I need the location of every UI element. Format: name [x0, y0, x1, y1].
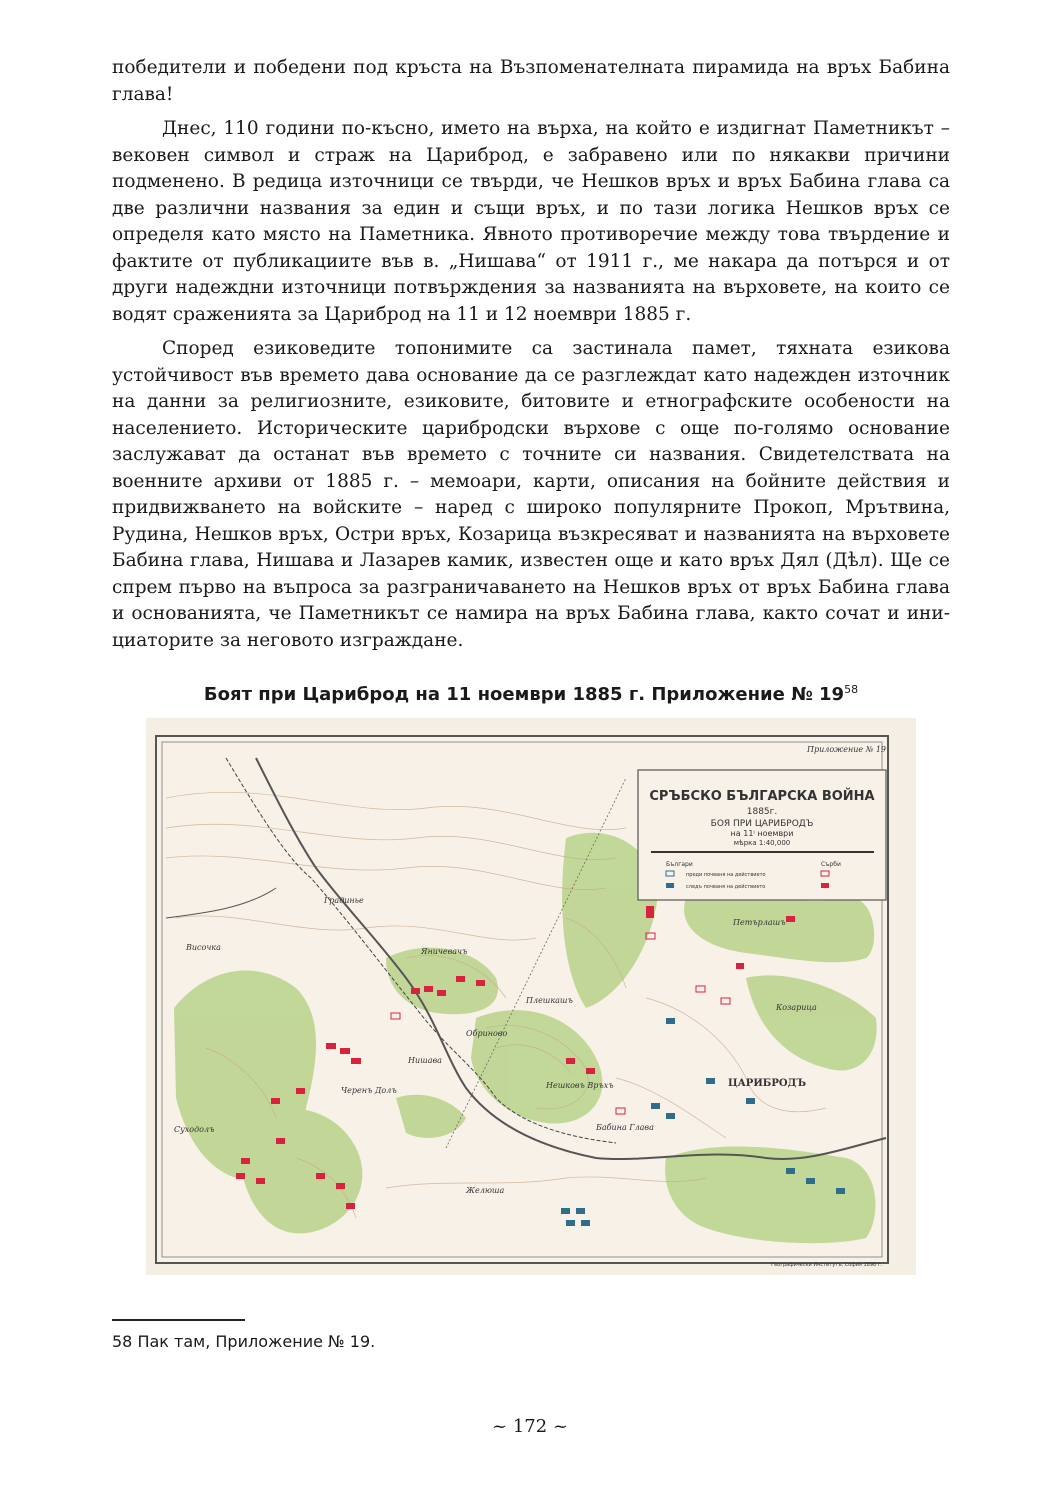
figure-title-text: Боят при Цариброд на 11 ноември 1885 г. Приложение № 19: [203, 684, 845, 705]
place-nishava: Нишава: [408, 1056, 442, 1065]
place-obrinovo: Обриново: [466, 1029, 508, 1038]
footnote-rule: [112, 1319, 245, 1321]
place-pleshkashi: Плешкашъ: [526, 996, 573, 1005]
footnote-ref: 58: [844, 683, 859, 696]
place-kozarica: Козарица: [776, 1003, 817, 1012]
text-body: [112, 55, 950, 654]
place-neshkov-vrah: Нешковъ Връхъ: [546, 1081, 614, 1090]
place-tsaribrod: ЦАРИБРОДЪ: [728, 1078, 807, 1089]
place-suhodol: Суходолъ: [174, 1125, 215, 1134]
legend-title: СРЪБСКО БЪЛГАРСКА ВОЙНА: [649, 789, 875, 804]
paragraph: победители и победени под кръста на Възпоменателната пирамида на връх Бабина глава!: [112, 57, 950, 105]
place-gradinje: Градинье: [324, 896, 364, 905]
legend-date: на 11ⁱ ноември: [730, 829, 794, 838]
place-babina-glava: Бабина Глава: [596, 1123, 654, 1132]
legend-col-bulgarians: Българи: [666, 861, 693, 868]
legend-scale: мѣрка 1:40,000: [733, 839, 791, 847]
printer-credit: Географически Институтъ, София 1898 г.: [771, 1262, 882, 1268]
place-cheren-dol: Черенъ Долъ: [341, 1086, 397, 1095]
legend-year: 1885г.: [746, 807, 778, 817]
place-yanichevo: Яничевачъ: [421, 947, 468, 956]
battle-map: [146, 718, 916, 1275]
appendix-label: Приложение № 19: [807, 745, 886, 754]
legend-sub: БОЯ ПРИ ЦАРИБРОДЪ: [710, 819, 814, 829]
page-number: ~ 172 ~: [492, 1416, 568, 1437]
place-zhelyusha: Желюша: [466, 1186, 505, 1195]
paragraph: Според езиковедите топонимите са застинала памет, тяхната езикова устойчивост във времето дава основание да се разглеждат като надежден източник на данни за религиозните, езиковите, битовите и етнографските особености на населението. Историческите царибродски върхове с още по-голямо основание заслужават да останат във времето с точните си названия. Свидетелствата на военните архиви от 1885 г. – мемоари, карти, описания на бойните действия и придвижването на войските – наред с широко популярните Прокоп, Мрътвина, Рудина, Нешков връх, Остри връх, Козарица възкресяват и названията на върховете Бабина глава, Нишава и Лазарев камик, известен още и като връх Дял (Дѣл). Ще се спрем първо на въпроса за разграничаването на Нешков връх от връх Бабина глава и основанията, че Паметникът се намира на връх Бабина глава, както сочат и инициаторите за неговото изграждане.: [112, 338, 950, 651]
map-legend: [638, 770, 886, 900]
place-visok: Височка: [186, 943, 221, 952]
legend-col-serbs: Сърби: [821, 861, 841, 868]
legend-after: следъ почваня на действието: [686, 884, 766, 890]
figure-title: [112, 683, 950, 705]
legend-before: преди почваня на действието: [686, 872, 766, 878]
place-petrlash: Петърлашъ: [733, 918, 786, 927]
footnote: 58 Пак там, Приложение № 19.: [112, 1332, 376, 1351]
paragraph: Днес, 110 години по-късно, името на върха, на който е издигнат Паметникът –вековен символ и страж на Цариброд, е забравено или по някакви причини подменено. В редица източници се твърди, че Нешков връх и връх Бабина глава са две различни названия за един и същи връх, и по тази логика Нешков връх се определя като място на Паметника. Явното противоречие между това твърдение и фактите от публикациите във в. „Нишава“ от 1911 г., ме накара да потърся и от други надеждни източници потвърждения за названията на върховете, на които се водят сраженията за Цариброд на 11 и 12 ноември 1885 г.: [112, 118, 950, 325]
